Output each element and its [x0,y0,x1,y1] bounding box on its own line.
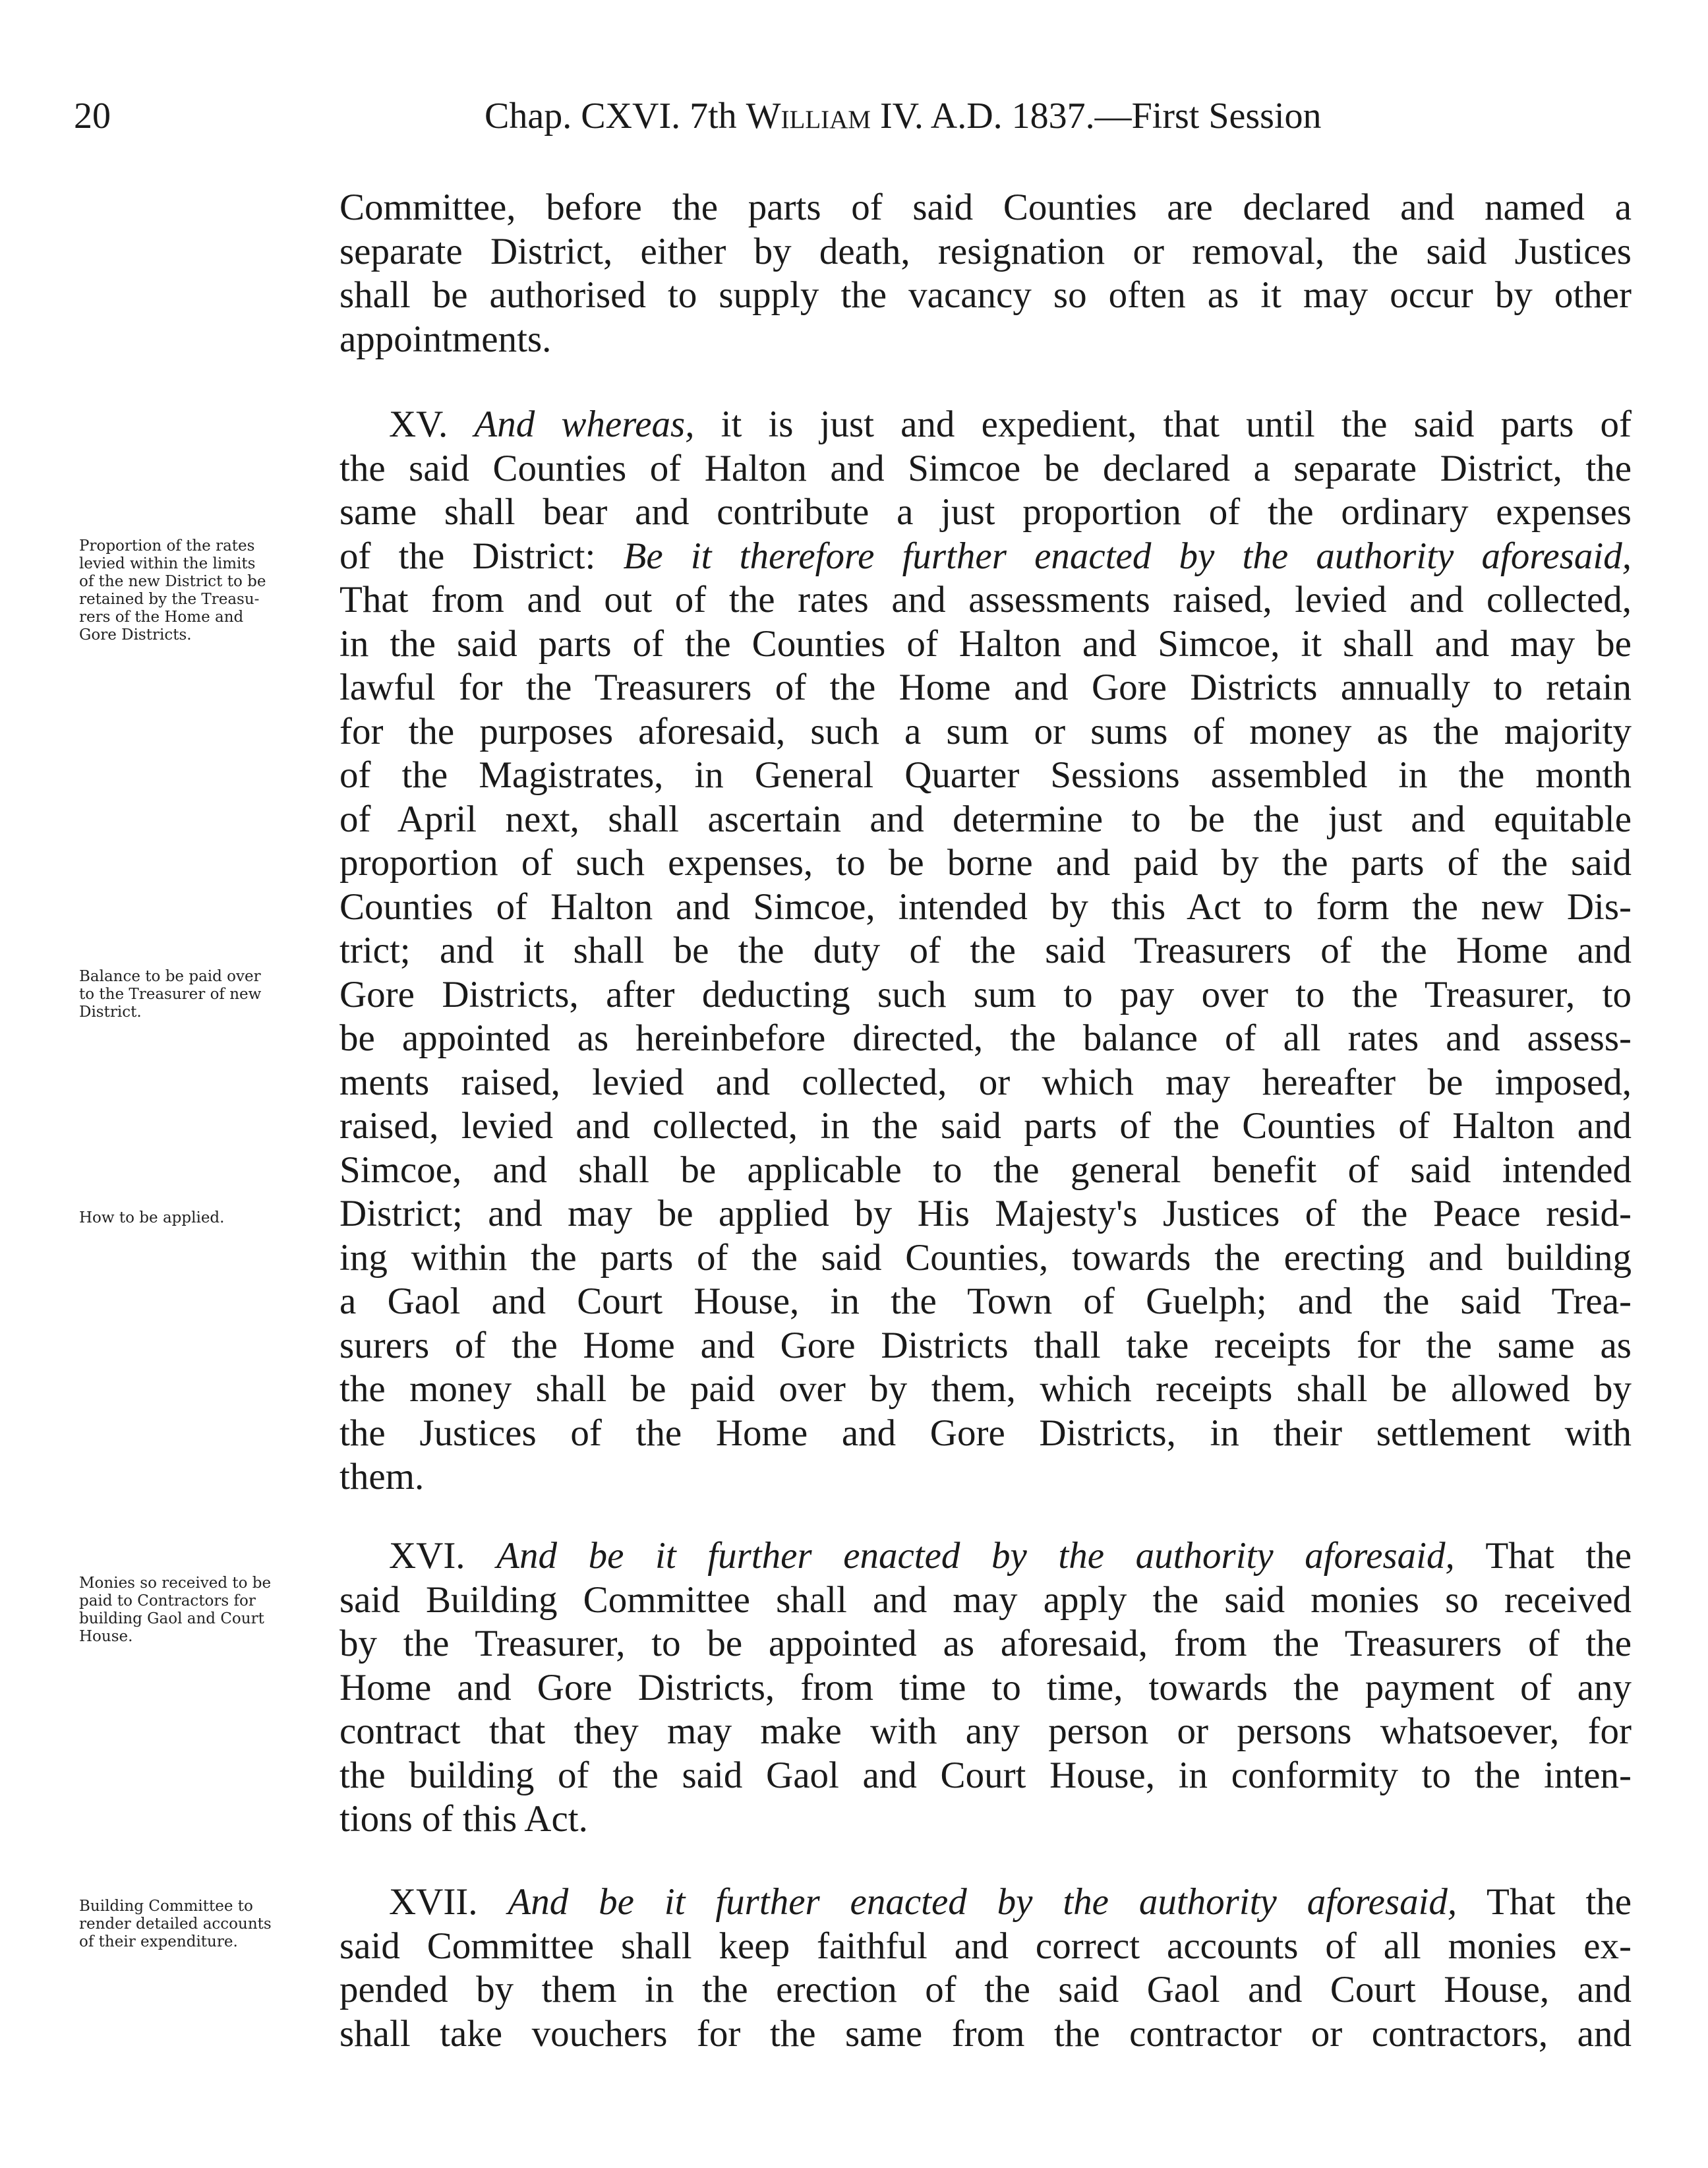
text-line: ments raised, levied and collected, or which may hereafter be imposed, [339,1061,1632,1103]
text-line [339,535,1632,579]
section-number: XVI. [389,1535,465,1577]
text-line: shall take vouchers for the same from the contractor or contractors, and [339,2012,1632,2055]
text-line: the money shall be paid over by them, which receipts shall be allowed by [339,1368,1632,1410]
text-line: Gore Districts, after deducting such sum to pay over to the Treasurer, to [339,973,1632,1015]
text-line: for the purposes aforesaid, such a sum or sums of money as the majority [339,710,1632,752]
section-xvi-first-line [339,1534,1632,1579]
margin-note-line: Building Committee to [79,1898,253,1915]
text-fragment: That the [1457,1881,1632,1923]
running-head-pre: Chap. CXVI. 7th [485,96,746,136]
continuation-paragraph [339,186,1632,361]
section-xvi [339,1534,1632,1842]
text-line: ing within the parts of the said Counties, towards the erecting and building [339,1236,1632,1279]
margin-note-monies [79,1575,330,1646]
margin-note-line: levied within the limits [79,555,256,572]
text-line: That from and out of the rates and assessments raised, levied and collected, [339,579,1632,620]
margin-note-balance [79,968,330,1021]
text-line: Home and Gore Districts, from time to time, towards the payment of any [339,1666,1632,1708]
text-line: lawful for the Treasurers of the Home and Gore Districts annually to retain [339,667,1632,708]
margin-note-how-applied [79,1209,330,1227]
margin-note-line: building Gaol and Court [79,1610,264,1627]
margin-note-line: render detailed accounts [79,1915,272,1933]
text-line: appointments. [339,318,552,360]
section-intro: And whereas, [474,404,695,445]
text-line: of the Magistrates, in General Quarter Sessions assembled in the month [339,754,1632,796]
text-line: pended by them in the erection of the said Gaol and Court House, and [339,1969,1632,2010]
running-head-post: IV. A.D. 1837.—First Session [870,96,1322,136]
margin-note-line: Balance to be paid over [79,968,261,985]
text-line: be appointed as hereinbefore directed, the balance of all rates and assess- [339,1017,1632,1059]
text-fragment: That the [1454,1535,1632,1577]
text-line: said Building Committee shall and may apply the said monies so received [339,1579,1632,1621]
margin-note-line: rers of the Home and [79,609,244,626]
section-xvii [339,1881,1632,2056]
text-line: contract that they may make with any person or persons whatsoever, for [339,1710,1632,1752]
text-fragment: it is just and expedient, that until the said parts of [694,404,1632,445]
margin-note-line: How to be applied. [79,1209,225,1226]
text-line: tions of this Act. [339,1798,588,1840]
section-xv-first-line [339,403,1632,447]
section-number: XVII. [389,1881,478,1923]
text-line: surers of the Home and Gore Districts thall take receipts for the same as [339,1324,1632,1366]
enacting-clause: And be it further enacted by the authority aforesaid, [496,1535,1455,1577]
text-line: separate District, either by death, resignation or removal, the said Justices [339,230,1632,272]
text-line: said Committee shall keep faithful and correct accounts of all monies ex- [339,1925,1632,1967]
section-number: XV. [389,404,448,445]
text-line: Counties of Halton and Simcoe, intended by this Act to form the new Dis- [339,886,1632,928]
text-line: the building of the said Gaol and Court House, in conformity to the inten- [339,1754,1632,1796]
enacting-clause: Be it therefore further enacted by the authority aforesaid, [623,535,1632,577]
margin-note-line: Gore Districts. [79,626,192,644]
text-line: Committee, before the parts of said Counties are declared and named a [339,187,1632,228]
running-head-william: William [746,96,871,136]
text-line: shall be authorised to supply the vacancy so often as it may occur by other [339,274,1632,316]
margin-note-line: Proportion of the rates [79,537,255,555]
margin-note-line: of their expenditure. [79,1933,238,1950]
margin-note-line: to the Treasurer of new [79,986,262,1003]
text-line: trict; and it shall be the duty of the said Treasurers of the Home and [339,930,1632,971]
margin-note-proportion [79,537,330,644]
margin-note-line: retained by the Treasu- [79,591,260,608]
text-line: of April next, shall ascertain and determine to be the just and equitable [339,798,1632,840]
text-line: in the said parts of the Counties of Halton and Simcoe, it shall and may be [339,622,1632,665]
page-number: 20 [74,96,111,136]
text-line: the Justices of the Home and Gore Districts, in their settlement with [339,1412,1632,1454]
text-line: Simcoe, and shall be applicable to the general benefit of said intended [339,1149,1632,1191]
text-line: them. [339,1456,425,1497]
margin-note-line: District. [79,1004,142,1021]
text-line: by the Treasurer, to be appointed as aforesaid, from the Treasurers of the [339,1623,1632,1664]
section-xv [339,403,1632,1499]
margin-note-line: paid to Contractors for [79,1592,256,1610]
enacting-clause: And be it further enacted by the authority aforesaid, [508,1881,1458,1923]
section-xvii-first-line [339,1881,1632,1925]
text-line: same shall bear and contribute a just proportion of the ordinary expenses [339,491,1632,533]
text-line: District; and may be applied by His Majesty's Justices of the Peace resid- [339,1193,1632,1234]
margin-note-line: Monies so received to be [79,1575,272,1592]
text-line: a Gaol and Court House, in the Town of Guelph; and the said Trea- [339,1280,1632,1322]
running-head [485,98,1322,135]
text-line: the said Counties of Halton and Simcoe be declared a separate District, the [339,447,1632,489]
margin-note-line: of the new District to be [79,573,266,590]
text-line: proportion of such expenses, to be borne and paid by the parts of the said [339,842,1632,884]
text-fragment: of the District: [339,535,624,577]
margin-note-line: House. [79,1628,133,1645]
text-line: raised, levied and collected, in the said parts of the Counties of Halton and [339,1105,1632,1147]
margin-note-building-committee [79,1898,330,1951]
